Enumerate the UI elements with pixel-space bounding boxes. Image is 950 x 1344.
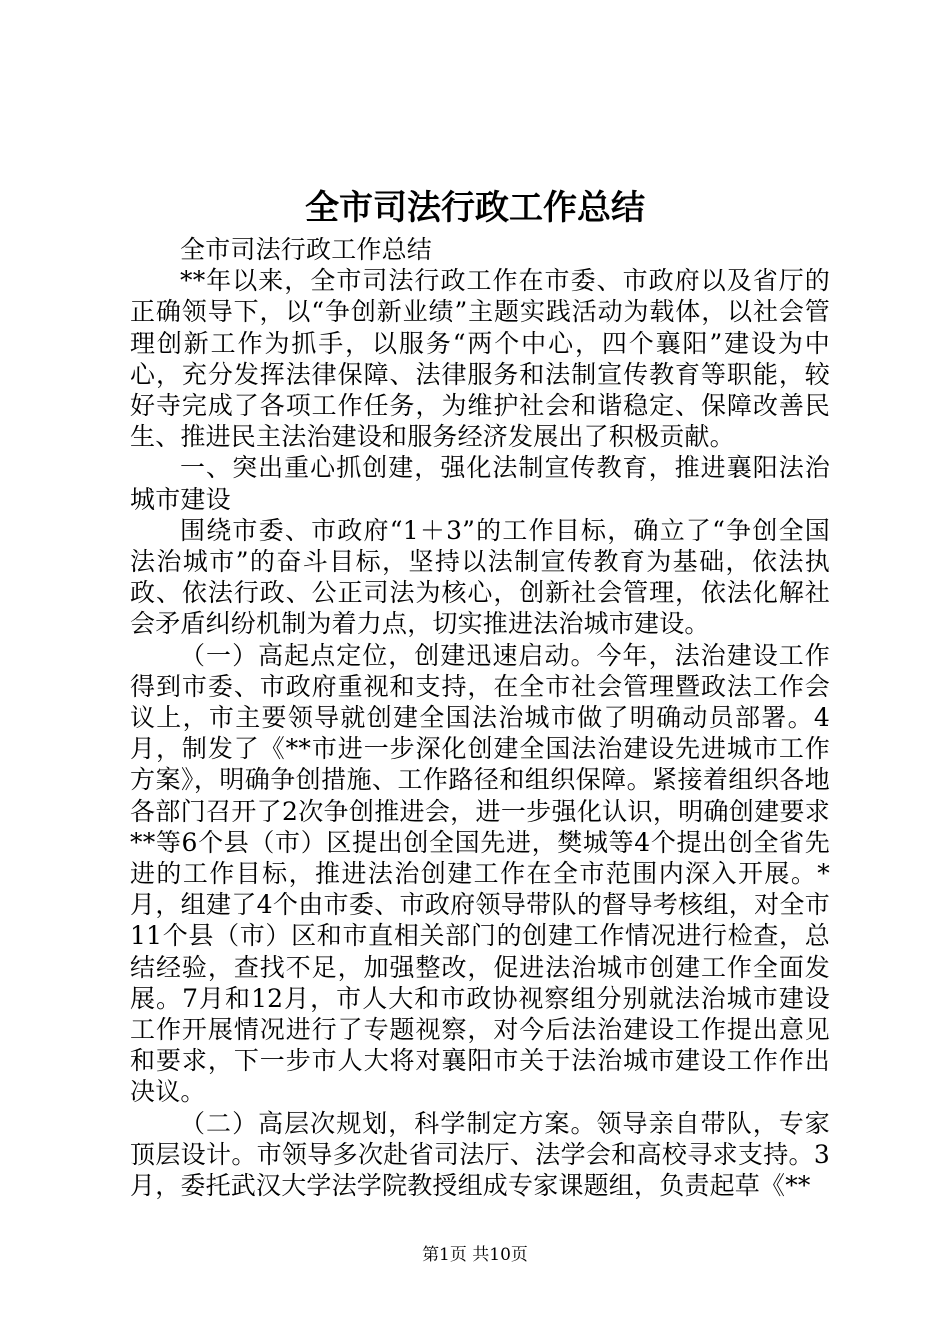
document-title: 全市司法行政工作总结 [305, 188, 645, 228]
section-heading-1: 一、突出重心抓创建，强化法制宣传教育，推进襄阳法治城市建设 [130, 453, 830, 514]
paragraph-intro: **年以来，全市司法行政工作在市委、市政府以及省厅的正确领导下，以“争创新业绩”主题实践活动为载体，以社会管理创新工作为抓手，以服务“两个中心，四个襄阳”建设为中心，充分发挥法律保障、法律服务和法制宣传教育等职能，较好寺完成了各项工作任务，为维护社会和谐稳定、保障改善民生、推进民主法治建设和服务经济发展出了积极贡献。 [130, 266, 830, 452]
paragraph-subtitle: 全市司法行政工作总结 [180, 235, 433, 264]
paragraph-item-2: （二）高层次规划，科学制定方案。领导亲自带队，专家顶层设计。市领导多次赴省司法厅、法学会和高校寻求支持。3月，委托武汉大学法学院教授组成专家课题组，负责起草《** [130, 1108, 830, 1201]
paragraph-section-1-overview: 围绕市委、市政府“1＋3”的工作目标，确立了“争创全国法治城市”的奋斗目标，坚持以法制宣传教育为基础，依法执政、依法行政、公正司法为核心，创新社会管理，依法化解社会矛盾纠纷机制为着力点，切实推进法治城市建设。 [130, 515, 830, 639]
document-body [130, 234, 830, 1201]
paragraph-item-1: （一）高起点定位，创建迅速启动。今年，法治建设工作得到市委、市政府重视和支持，在全市社会管理暨政法工作会议上，市主要领导就创建全国法治城市做了明确动员部署。4月，制发了《**市进一步深化创建全国法治建设先进城市工作方案》，明确争创措施、工作路径和组织保障。紧接着组织各地各部门召开了2次争创推进会，进一步强化认识，明确创建要求**等6个县（市）区提出创全国先进，樊城等4个提出创全省先进的工作目标，推进法治创建工作在全市范围内深入开展。*月，组建了4个由市委、市政府领导带队的督导考核组，对全市11个县（市）区和市直相关部门的创建工作情况进行检查，总结经验，查找不足，加强整改，促进法治城市创建工作全面发展。7月和12月，市人大和市政协视察组分别就法治城市建设工作开展情况进行了专题视察，对今后法治建设工作提出意见和要求，下一步市人大将对襄阳市关于法治城市建设工作作出决议。 [130, 640, 830, 1107]
page-number-footer: 第1页 共10页 [422, 1245, 528, 1265]
